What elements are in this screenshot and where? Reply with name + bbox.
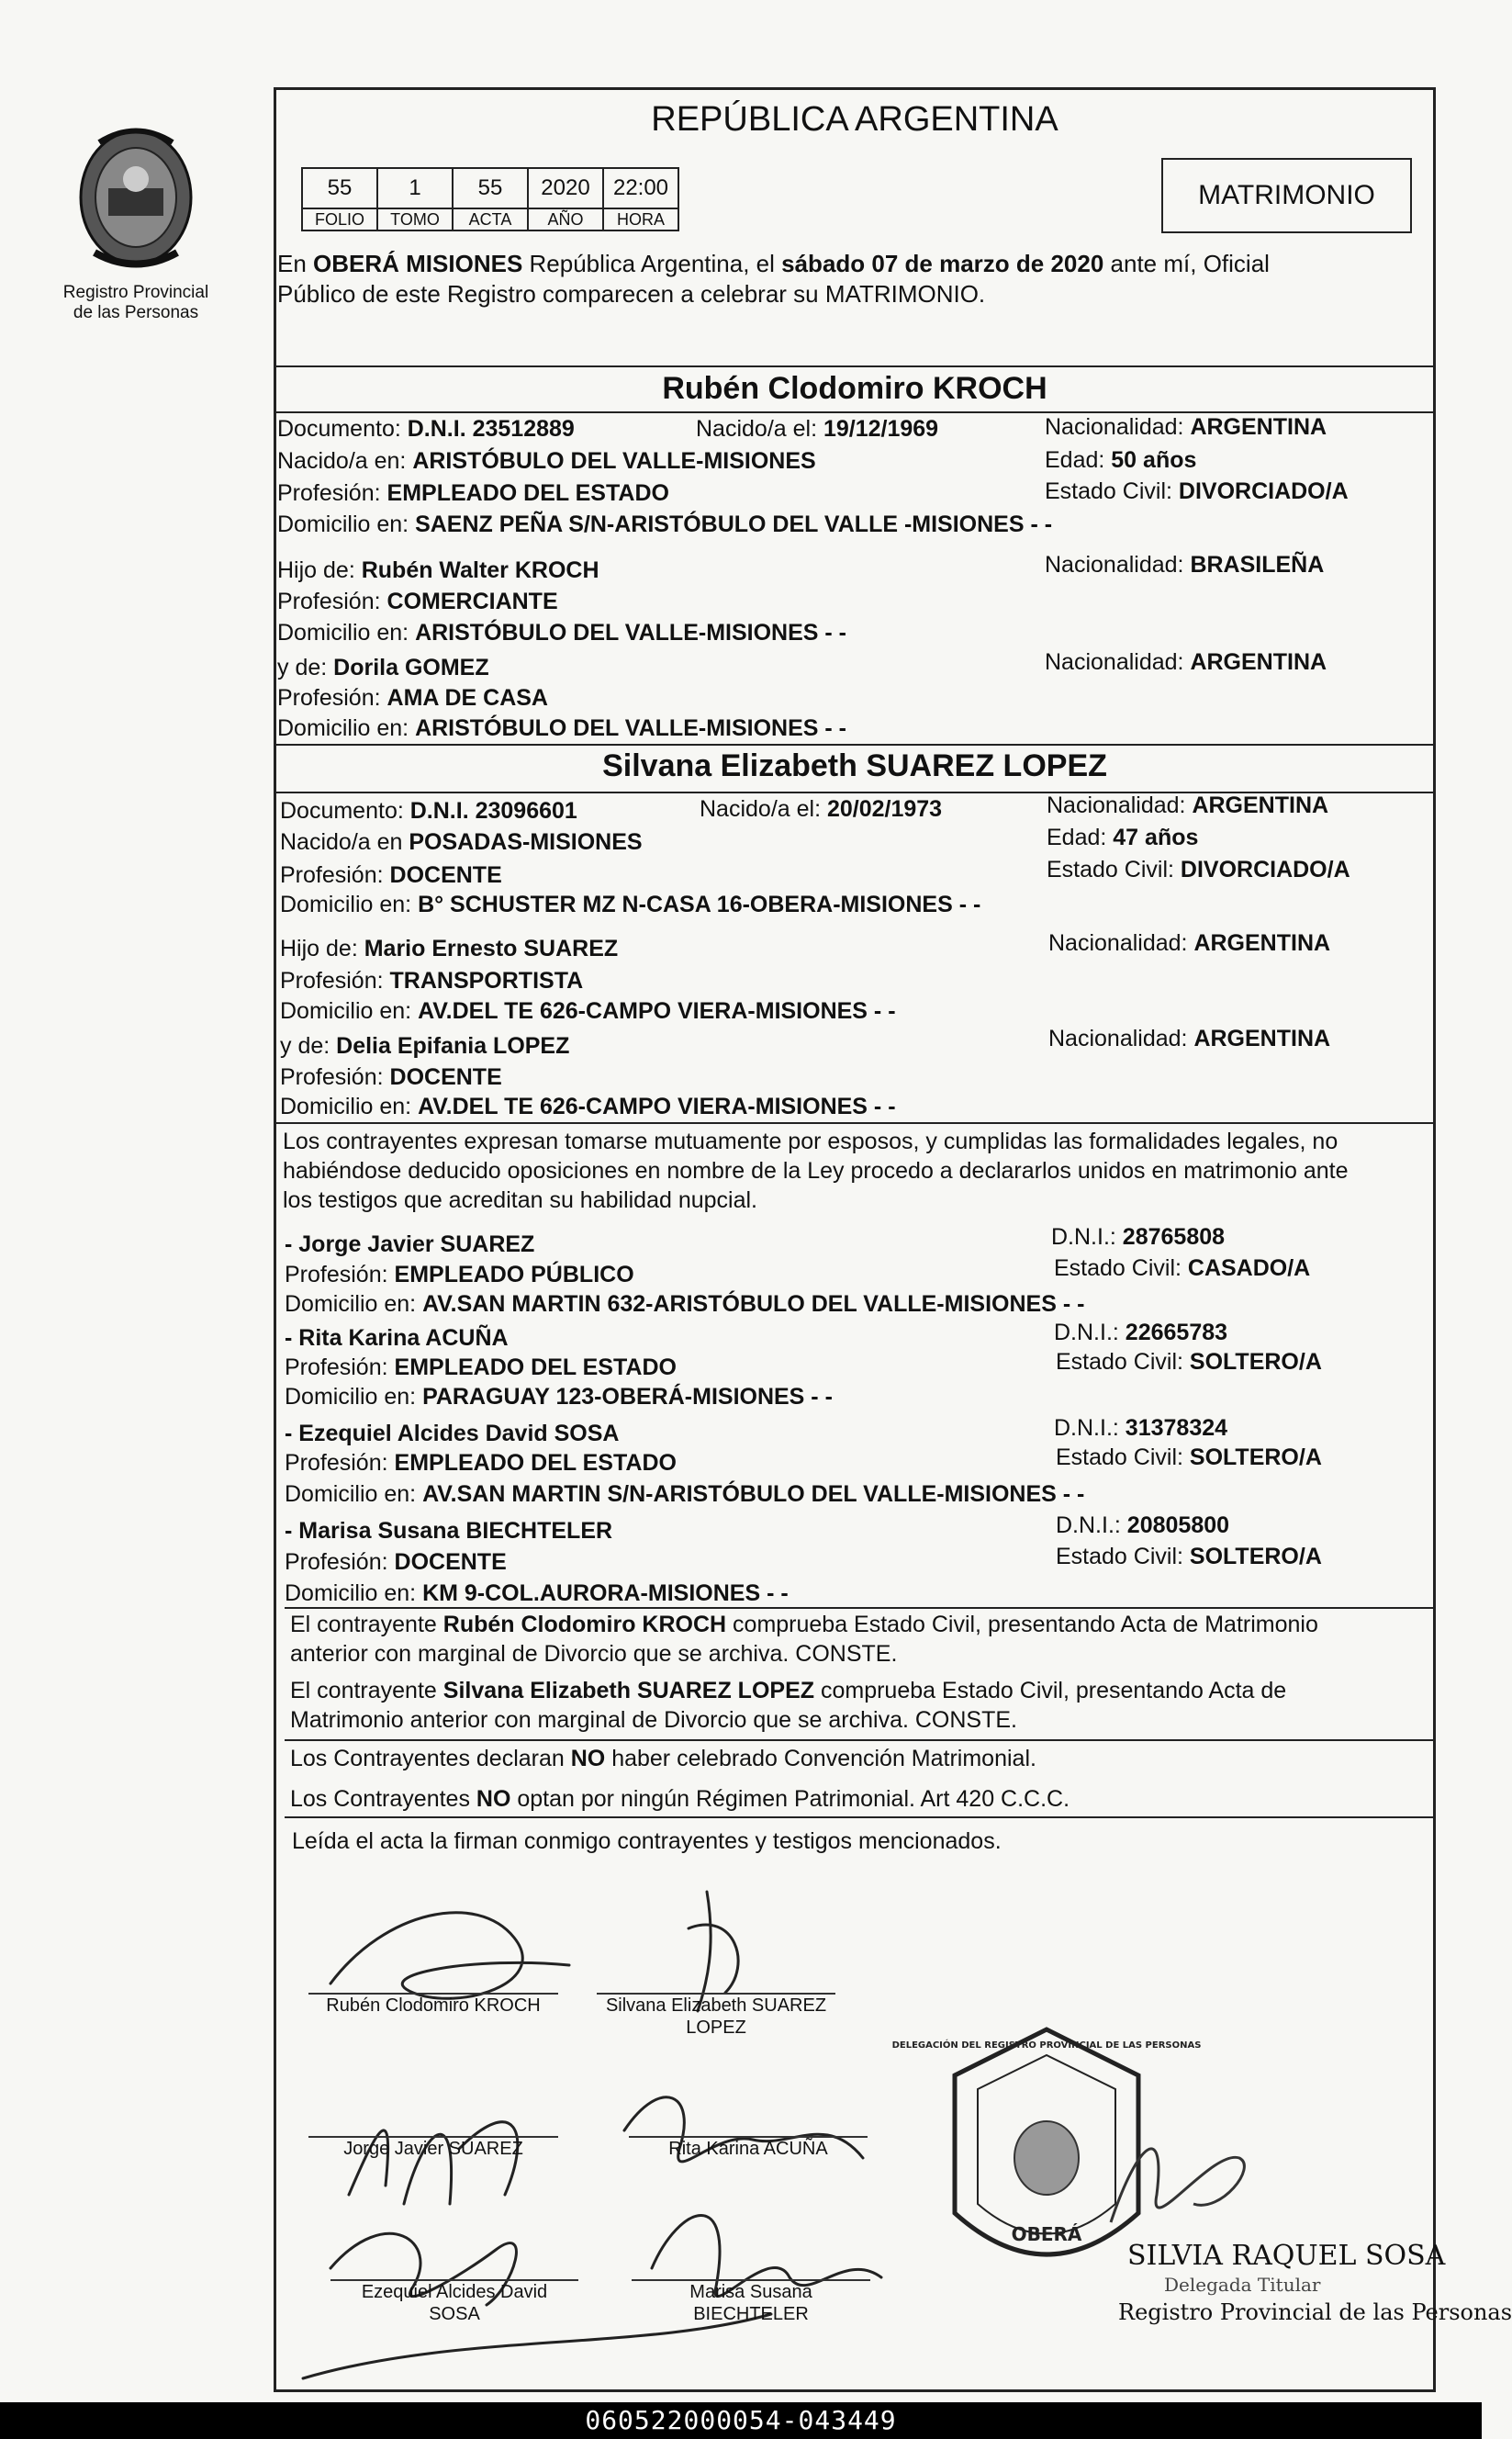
official-name: SILVIA RAQUEL SOSA bbox=[1127, 2240, 1446, 2272]
year-value: 2020 bbox=[528, 168, 603, 208]
divider bbox=[274, 744, 1436, 746]
spouse2-nationality: Nacionalidad: ARGENTINA bbox=[1047, 792, 1329, 818]
spouse1-mother-profession: Profesión: AMA DE CASA bbox=[277, 685, 548, 711]
spouse1-birthplace: Nacido/a en: ARISTÓBULO DEL VALLE-MISIONES bbox=[277, 448, 816, 474]
note-civil-status-1-line2: anterior con marginal de Divorcio que se archiva. CONSTE. bbox=[290, 1641, 898, 1667]
signature-label-witness4: Marisa Susana bbox=[689, 2282, 812, 2302]
spouse1-profession: Profesión: EMPLEADO DEL ESTADO bbox=[277, 480, 669, 506]
spouse1-mother-nationality: Nacionalidad: ARGENTINA bbox=[1045, 649, 1327, 675]
declaration-line1: Los contrayentes expresan tomarse mutuamente por esposos, y cumplidas las formalidades legales, no bbox=[283, 1129, 1338, 1154]
signature-label-spouse1: Rubén Clodomiro KROCH bbox=[326, 1995, 541, 2016]
tomo-label: TOMO bbox=[377, 208, 453, 230]
spouse1-father: Hijo de: Rubén Walter KROCH bbox=[277, 557, 599, 583]
witness-civil-status: Estado Civil: SOLTERO/A bbox=[1056, 1444, 1322, 1470]
hour-value: 22:00 bbox=[603, 168, 678, 208]
witness-civil-status: Estado Civil: SOLTERO/A bbox=[1056, 1349, 1322, 1375]
witness-civil-status: Estado Civil: CASADO/A bbox=[1054, 1255, 1311, 1281]
witness-dni: D.N.I.: 20805800 bbox=[1056, 1512, 1230, 1538]
acta-value: 55 bbox=[453, 168, 528, 208]
spouse2-mother-nationality: Nacionalidad: ARGENTINA bbox=[1048, 1026, 1331, 1051]
witness-dni: D.N.I.: 31378324 bbox=[1054, 1415, 1228, 1441]
divider bbox=[274, 1122, 1436, 1124]
spouse1-civil-status: Estado Civil: DIVORCIADO/A bbox=[1045, 478, 1349, 504]
spouse2-document: Documento: D.N.I. 23096601 bbox=[280, 798, 577, 824]
spouse2-address: Domicilio en: B° SCHUSTER MZ N-CASA 16-OBERA-MISIONES - - bbox=[280, 892, 981, 917]
witness-name: - Marisa Susana BIECHTELER bbox=[285, 1518, 613, 1544]
witness-profession: Profesión: EMPLEADO DEL ESTADO bbox=[285, 1450, 677, 1476]
note-civil-status-2: El contrayente Silvana Elizabeth SUAREZ LOPEZ comprueba Estado Civil, presentando Acta de bbox=[290, 1678, 1287, 1703]
spouse2-father: Hijo de: Mario Ernesto SUAREZ bbox=[280, 936, 619, 961]
spouse1-document: Documento: D.N.I. 23512889 bbox=[277, 416, 575, 442]
witness-name: - Ezequiel Alcides David SOSA bbox=[285, 1421, 620, 1446]
divider bbox=[285, 1739, 1436, 1741]
spouse2-birthdate: Nacido/a el: 20/02/1973 bbox=[700, 796, 943, 822]
witness-profession: Profesión: EMPLEADO DEL ESTADO bbox=[285, 1354, 677, 1380]
intro-line1: En OBERÁ MISIONES República Argentina, el sábado 07 de marzo de 2020 ante mí, Oficial bbox=[277, 250, 1270, 277]
spouse1-birthdate: Nacido/a el: 19/12/1969 bbox=[696, 416, 939, 442]
seal-bottom-text: OBERÁ bbox=[1011, 2223, 1082, 2245]
divider bbox=[274, 365, 1436, 367]
witness-address: Domicilio en: PARAGUAY 123-OBERÁ-MISIONES - - bbox=[285, 1384, 833, 1410]
declaration-line2: habiéndose deducido oposiciones en nombre de la Ley procedo a declararlos unidos en matrimonio ante bbox=[283, 1158, 1349, 1184]
witness-dni: D.N.I.: 28765808 bbox=[1051, 1224, 1226, 1250]
spouse2-mother: y de: Delia Epifania LOPEZ bbox=[280, 1033, 570, 1059]
signature-label-spouse2-line2: LOPEZ bbox=[686, 2018, 746, 2038]
spouse1-father-nationality: Nacionalidad: BRASILEÑA bbox=[1045, 552, 1325, 578]
official-role: Delegada Titular bbox=[1164, 2274, 1321, 2296]
registry-label-line2: de las Personas bbox=[73, 303, 199, 322]
divider bbox=[285, 1607, 1436, 1609]
spouse1-mother-address: Domicilio en: ARISTÓBULO DEL VALLE-MISIONES - - bbox=[277, 715, 846, 741]
official-signature bbox=[1083, 2103, 1267, 2241]
signature-label-witness3-line2: SOSA bbox=[429, 2304, 480, 2324]
hour-label: HORA bbox=[603, 208, 678, 230]
act-type-box: MATRIMONIO bbox=[1161, 158, 1412, 233]
registry-numbers bbox=[301, 167, 679, 231]
spouse2-mother-address: Domicilio en: AV.DEL TE 626-CAMPO VIERA-MISIONES - - bbox=[280, 1094, 896, 1119]
acta-label: ACTA bbox=[453, 208, 528, 230]
official-office: Registro Provincial de las Personas bbox=[1118, 2299, 1512, 2325]
note-regime: Los Contrayentes NO optan por ningún Régimen Patrimonial. Art 420 C.C.C. bbox=[290, 1786, 1070, 1812]
spouse1-age: Edad: 50 años bbox=[1045, 447, 1197, 473]
spouse2-father-profession: Profesión: TRANSPORTISTA bbox=[280, 968, 584, 994]
declaration-line3: los testigos que acreditan su habilidad nupcial. bbox=[283, 1187, 758, 1213]
seal-ring-text: DELEGACIÓN DEL REGISTRO PROVINCIAL DE LAS PERSONAS bbox=[891, 2040, 1202, 2051]
province-emblem bbox=[72, 124, 200, 289]
spouse1-name-heading: Rubén Clodomiro KROCH bbox=[662, 371, 1047, 406]
divider bbox=[285, 1816, 1436, 1818]
spouse2-birthplace: Nacido/a en POSADAS-MISIONES bbox=[280, 829, 643, 855]
witness-name: - Rita Karina ACUÑA bbox=[285, 1325, 509, 1351]
spouse2-profession: Profesión: DOCENTE bbox=[280, 862, 502, 888]
spouse2-name-heading: Silvana Elizabeth SUAREZ LOPEZ bbox=[602, 748, 1107, 783]
spouse1-address: Domicilio en: SAENZ PEÑA S/N-ARISTÓBULO DEL VALLE -MISIONES - - bbox=[277, 511, 1053, 537]
spouse1-nationality: Nacionalidad: ARGENTINA bbox=[1045, 414, 1327, 440]
note-read-and-signed: Leída el acta la firman conmigo contrayentes y testigos mencionados. bbox=[292, 1828, 1002, 1854]
witness-name: - Jorge Javier SUAREZ bbox=[285, 1231, 535, 1257]
spouse1-father-address: Domicilio en: ARISTÓBULO DEL VALLE-MISIONES - - bbox=[277, 620, 846, 646]
spouse1-father-profession: Profesión: COMERCIANTE bbox=[277, 589, 558, 614]
witness-profession: Profesión: EMPLEADO PÚBLICO bbox=[285, 1262, 634, 1287]
intro-line2: Público de este Registro comparecen a celebrar su MATRIMONIO. bbox=[277, 280, 986, 308]
signature-label-witness2: Rita Karina ACUÑA bbox=[668, 2139, 828, 2159]
tomo-value: 1 bbox=[377, 168, 453, 208]
note-civil-status-1: El contrayente Rubén Clodomiro KROCH comprueba Estado Civil, presentando Acta de Matrimonio bbox=[290, 1612, 1318, 1637]
note-civil-status-2-line2: Matrimonio anterior con marginal de Divorcio que se archiva. CONSTE. bbox=[290, 1707, 1017, 1733]
year-label: AÑO bbox=[528, 208, 603, 230]
signature-label-witness3: Ezequiel Alcides David bbox=[361, 2282, 548, 2302]
witness-dni: D.N.I.: 22665783 bbox=[1054, 1320, 1228, 1345]
spouse2-father-address: Domicilio en: AV.DEL TE 626-CAMPO VIERA-MISIONES - - bbox=[280, 998, 896, 1024]
witness-address: Domicilio en: AV.SAN MARTIN S/N-ARISTÓBULO DEL VALLE-MISIONES - - bbox=[285, 1481, 1085, 1507]
witness-address: Domicilio en: AV.SAN MARTIN 632-ARISTÓBULO DEL VALLE-MISIONES - - bbox=[285, 1291, 1085, 1317]
witness-civil-status: Estado Civil: SOLTERO/A bbox=[1056, 1544, 1322, 1569]
spouse2-father-nationality: Nacionalidad: ARGENTINA bbox=[1048, 930, 1331, 956]
spouse2-civil-status: Estado Civil: DIVORCIADO/A bbox=[1047, 857, 1350, 882]
spouse2-age: Edad: 47 años bbox=[1047, 825, 1199, 850]
witness-address: Domicilio en: KM 9-COL.AURORA-MISIONES - - bbox=[285, 1580, 789, 1606]
registry-label-line1: Registro Provincial bbox=[62, 283, 209, 302]
folio-value: 55 bbox=[302, 168, 377, 208]
country-title: REPÚBLICA ARGENTINA bbox=[651, 100, 1058, 139]
note-convention: Los Contrayentes declaran NO haber celebrado Convención Matrimonial. bbox=[290, 1746, 1036, 1771]
signature-label-witness4-line2: BIECHTELER bbox=[693, 2304, 809, 2324]
folio-label: FOLIO bbox=[302, 208, 377, 230]
witness-profession: Profesión: DOCENTE bbox=[285, 1549, 507, 1575]
document-barcode-number: 060522000054-043449 bbox=[0, 2402, 1482, 2439]
spouse2-mother-profession: Profesión: DOCENTE bbox=[280, 1064, 502, 1090]
spouse1-mother: y de: Dorila GOMEZ bbox=[277, 655, 489, 680]
signature-label-spouse2: Silvana Elizabeth SUAREZ bbox=[605, 1995, 827, 2016]
signature-label-witness1: Jorge Javier SUAREZ bbox=[343, 2139, 523, 2159]
